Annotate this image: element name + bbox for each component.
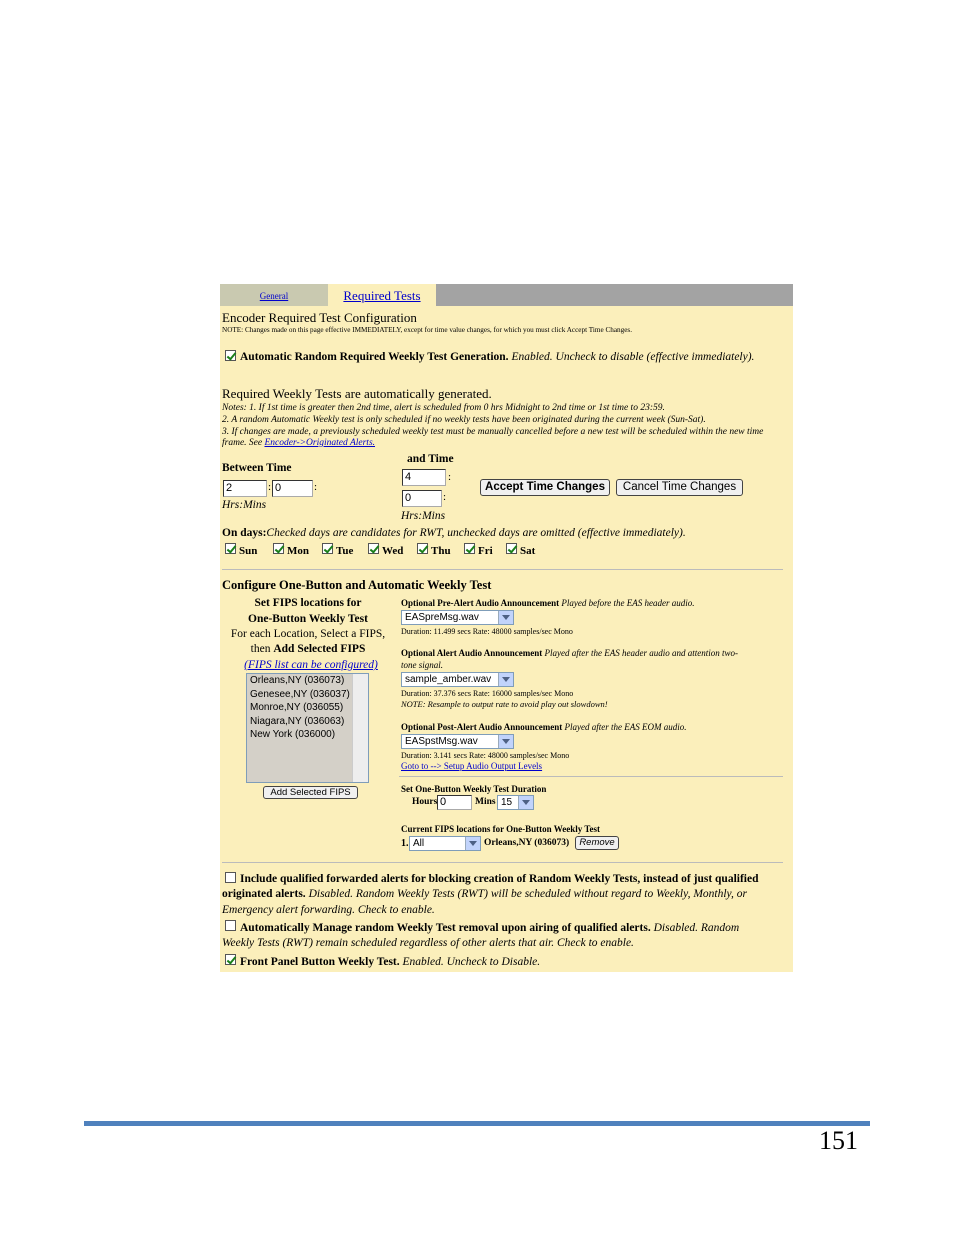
day-checkbox-mon[interactable] bbox=[273, 543, 284, 554]
front-panel-checkbox[interactable] bbox=[225, 954, 236, 965]
between-hours-input[interactable]: 2 bbox=[223, 480, 267, 497]
fips-config-link[interactable]: (FIPS list can be configured) bbox=[244, 659, 378, 671]
days-text: On days:Checked days are candidates for RWT, unchecked days are omitted (effective immediately). bbox=[222, 527, 686, 539]
day-label-sat: Sat bbox=[520, 545, 536, 557]
duration-hours-label: Hours bbox=[412, 797, 438, 807]
alert-text-2: tone signal. bbox=[401, 660, 443, 670]
listbox-scrollbar[interactable] bbox=[352, 674, 368, 782]
duration-mins-label: Mins bbox=[475, 797, 496, 807]
pre-alert-select[interactable]: EASpreMsg.wav bbox=[401, 610, 514, 625]
fips-listbox[interactable] bbox=[246, 673, 369, 783]
pre-alert-text: Optional Pre-Alert Audio Announcement Played before the EAS header audio. bbox=[401, 598, 695, 608]
divider bbox=[222, 862, 783, 863]
chevron-down-icon bbox=[498, 673, 513, 686]
and-mins-input[interactable]: 0 bbox=[402, 490, 442, 507]
day-checkbox-sat[interactable] bbox=[506, 543, 517, 554]
current-fips-index: 1. bbox=[401, 838, 409, 849]
encoder-title: Encoder Required Test Configuration bbox=[222, 310, 417, 325]
weekly-note-4: frame. See Encoder->Originated Alerts. bbox=[222, 438, 376, 448]
current-fips-select[interactable]: All bbox=[409, 836, 481, 851]
auto-random-text: Automatic Random Required Weekly Test Generation. Enabled. Uncheck to disable (effective immediately). bbox=[240, 351, 755, 363]
post-alert-text: Optional Post-Alert Audio Announcement Played after the EAS EOM audio. bbox=[401, 722, 687, 732]
tab-required-tests[interactable]: Required Tests bbox=[328, 284, 436, 307]
onebutton-title: Configure One-Button and Automatic Weekly Test bbox=[222, 578, 492, 592]
current-fips-location: Orleans,NY (036073) bbox=[484, 838, 570, 848]
alert-text: Optional Alert Audio Announcement Played after the EAS header audio and attention two- bbox=[401, 648, 738, 658]
auto-random-checkbox[interactable] bbox=[225, 350, 236, 361]
post-alert-info: Duration: 3.141 secs Rate: 48000 samples/sec Mono bbox=[401, 751, 570, 760]
current-fips-label: Current FIPS locations for One-Button Weekly Test bbox=[401, 824, 601, 834]
divider bbox=[399, 776, 783, 777]
pre-alert-info: Duration: 11.499 secs Rate: 48000 samples/sec Mono bbox=[401, 627, 573, 636]
manage-checkbox[interactable] bbox=[225, 920, 236, 931]
fips-desc-1: For each Location, Select a FIPS, bbox=[230, 628, 386, 640]
forwarded-checkbox[interactable] bbox=[225, 872, 236, 883]
forwarded-label-1: Include qualified forwarded alerts for blocking creation of Random Weekly Tests, instead of just qualified bbox=[240, 873, 759, 885]
day-label-mon: Mon bbox=[287, 545, 309, 557]
tab-bar bbox=[220, 284, 793, 306]
fips-desc-2: then Add Selected FIPS bbox=[250, 643, 366, 655]
day-label-sun: Sun bbox=[239, 545, 258, 557]
and-hrsmins: Hrs:Mins bbox=[401, 510, 446, 522]
forwarded-label-2: originated alerts. Disabled. Random Weekly Tests (RWT) will be scheduled without regard to Weekly, Monthly, or bbox=[222, 888, 748, 900]
fips-title-2: One-Button Weekly Test bbox=[248, 613, 368, 625]
front-panel-label: Front Panel Button Weekly Test. Enabled. Uncheck to Disable. bbox=[240, 956, 541, 968]
footer-rule bbox=[84, 1121, 870, 1126]
manage-label-1: Automatically Manage random Weekly Test removal upon airing of qualified alerts. Disabled. Random bbox=[240, 922, 740, 934]
list-item[interactable]: Monroe,NY (036055) bbox=[250, 702, 344, 713]
list-item[interactable]: Genesee,NY (036037) bbox=[250, 688, 350, 700]
alert-info: Duration: 37.376 secs Rate: 16000 samples/sec Mono bbox=[401, 689, 574, 698]
and-hours-input[interactable]: 4 bbox=[402, 469, 446, 486]
encoder-note: NOTE: Changes made on this page effective IMMEDIATELY, except for time value changes, for which you must click Accept Time Changes. bbox=[222, 326, 632, 334]
duration-hours-input[interactable]: 0 bbox=[437, 795, 472, 810]
and-colon: : bbox=[448, 471, 452, 483]
accept-time-button[interactable]: Accept Time Changes bbox=[480, 479, 610, 496]
cancel-time-button[interactable]: Cancel Time Changes bbox=[616, 479, 743, 496]
chevron-down-icon bbox=[498, 611, 513, 624]
day-checkbox-thu[interactable] bbox=[417, 543, 428, 554]
day-checkbox-tue[interactable] bbox=[322, 543, 333, 554]
day-checkbox-fri[interactable] bbox=[464, 543, 475, 554]
originated-alerts-link[interactable]: Encoder->Originated Alerts. bbox=[264, 438, 376, 448]
alert-note: NOTE: Resample to output rate to avoid play out slowdown! bbox=[401, 699, 608, 709]
duration-label: Set One-Button Weekly Test Duration bbox=[401, 784, 547, 794]
add-selected-fips-button[interactable]: Add Selected FIPS bbox=[263, 786, 358, 799]
between-time-label: Between Time bbox=[222, 462, 292, 474]
weekly-note-1: Notes: 1. If 1st time is greater then 2nd time, alert is scheduled from 0 hrs Midnight to 2nd time or 1st time to 23:59. bbox=[222, 403, 665, 413]
and-time-label: and Time bbox=[407, 453, 454, 465]
and-colon-2: : bbox=[443, 491, 447, 503]
setup-audio-link[interactable]: Goto to --> Setup Audio Output Levels bbox=[401, 761, 543, 771]
between-colon: : bbox=[268, 481, 272, 493]
weekly-note-3: 3. If changes are made, a previously scheduled weekly test must be manually cancelled before a new test will be scheduled within the new time bbox=[222, 427, 764, 437]
day-label-wed: Wed bbox=[382, 545, 404, 557]
between-mins-input[interactable]: 0 bbox=[272, 480, 313, 497]
list-item[interactable]: Niagara,NY (036063) bbox=[250, 715, 345, 727]
remove-fips-button[interactable]: Remove bbox=[575, 836, 619, 850]
duration-mins-select[interactable]: 15 bbox=[497, 795, 534, 810]
weekly-note-2: 2. A random Automatic Weekly test is only scheduled if no weekly tests have been originated during the current week (Sun-Sat). bbox=[222, 415, 706, 425]
chevron-down-icon bbox=[465, 837, 480, 850]
tab-general[interactable]: General bbox=[220, 284, 328, 306]
divider bbox=[222, 569, 783, 570]
list-item[interactable]: New York (036000) bbox=[250, 729, 336, 740]
page-number: 151 bbox=[819, 1126, 858, 1155]
list-item[interactable]: Orleans,NY (036073) bbox=[250, 675, 345, 686]
between-hrsmins: Hrs:Mins bbox=[222, 499, 267, 511]
post-alert-select[interactable]: EASpstMsg.wav bbox=[401, 734, 514, 749]
forwarded-label-3: Emergency alert forwarding. Check to enable. bbox=[222, 904, 435, 916]
day-label-thu: Thu bbox=[431, 545, 451, 557]
fips-title-1: Set FIPS locations for bbox=[254, 597, 362, 609]
day-checkbox-sun[interactable] bbox=[225, 543, 236, 554]
chevron-down-icon bbox=[518, 796, 533, 809]
day-checkbox-wed[interactable] bbox=[368, 543, 379, 554]
alert-select[interactable]: sample_amber.wav bbox=[401, 672, 514, 687]
day-label-tue: Tue bbox=[336, 545, 354, 557]
between-colon-2: : bbox=[314, 481, 318, 493]
day-label-fri: Fri bbox=[478, 545, 493, 557]
weekly-title: Required Weekly Tests are automatically generated. bbox=[222, 386, 492, 401]
screenshot-panel bbox=[220, 284, 793, 972]
manage-label-2: Weekly Tests (RWT) remain scheduled regardless of other alerts that air. Check to enable. bbox=[222, 937, 634, 949]
chevron-down-icon bbox=[498, 735, 513, 748]
